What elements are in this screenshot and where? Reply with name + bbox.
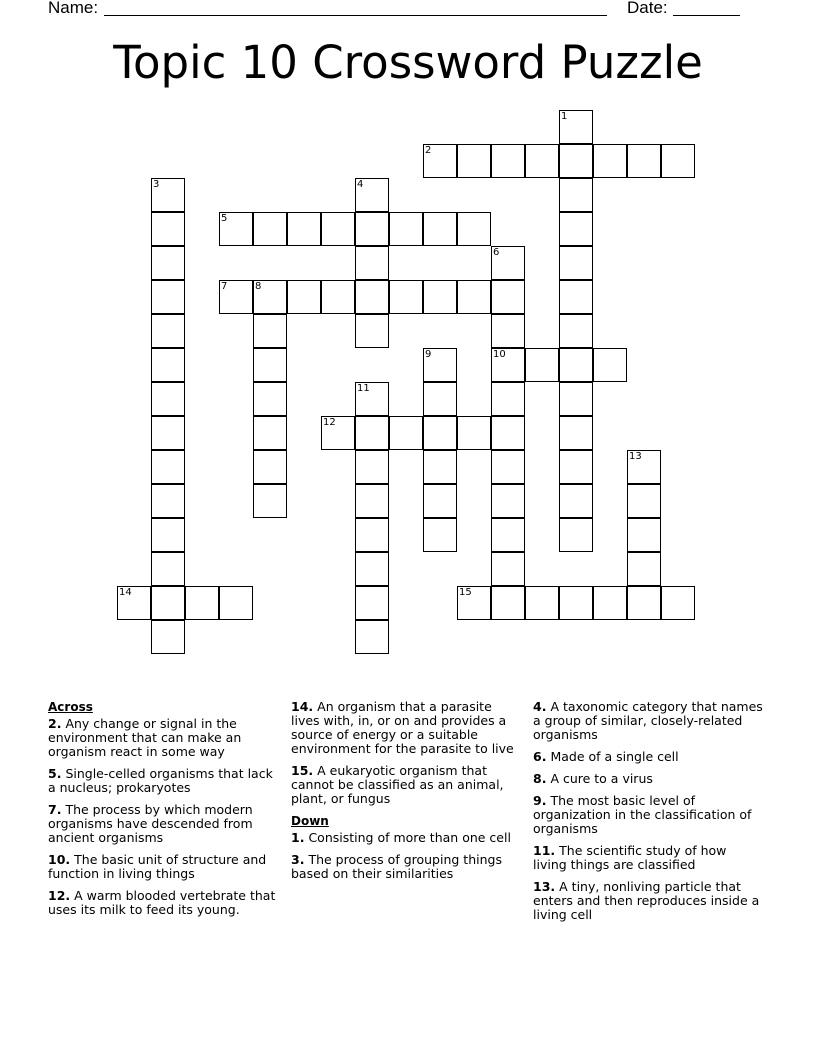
crossword-cell[interactable] bbox=[559, 144, 593, 178]
crossword-cell[interactable] bbox=[355, 586, 389, 620]
clue-number: 8. bbox=[533, 771, 547, 786]
clue-down-11 bbox=[533, 844, 763, 872]
clue-across-12 bbox=[48, 889, 278, 917]
crossword-cell[interactable] bbox=[491, 552, 525, 586]
crossword-cell[interactable] bbox=[253, 314, 287, 348]
cell-number: 8 bbox=[255, 281, 262, 292]
crossword-cell[interactable] bbox=[151, 178, 185, 212]
crossword-cell[interactable] bbox=[219, 212, 253, 246]
crossword-cell[interactable] bbox=[355, 620, 389, 654]
crossword-cell[interactable] bbox=[559, 314, 593, 348]
crossword-cell[interactable] bbox=[423, 450, 457, 484]
cell-number: 12 bbox=[323, 417, 336, 428]
crossword-cell[interactable] bbox=[423, 382, 457, 416]
clue-number: 7. bbox=[48, 802, 62, 817]
cell-number: 6 bbox=[493, 247, 500, 258]
crossword-cell[interactable] bbox=[355, 382, 389, 416]
crossword-cell[interactable] bbox=[457, 280, 491, 314]
crossword-cell[interactable] bbox=[491, 144, 525, 178]
crossword-cell[interactable] bbox=[355, 484, 389, 518]
crossword-cell[interactable] bbox=[355, 314, 389, 348]
date-field[interactable] bbox=[673, 15, 740, 16]
clue-text: The scientific study of how living things are classified bbox=[533, 843, 727, 872]
crossword-cell[interactable] bbox=[491, 382, 525, 416]
clue-across-2 bbox=[48, 717, 278, 759]
clue-number: 15. bbox=[291, 763, 314, 778]
clue-column-3 bbox=[533, 700, 763, 930]
crossword-cell[interactable] bbox=[559, 382, 593, 416]
crossword-cell[interactable] bbox=[355, 280, 389, 314]
crossword-cell[interactable] bbox=[151, 620, 185, 654]
crossword-cell[interactable] bbox=[321, 416, 355, 450]
crossword-cell[interactable] bbox=[491, 314, 525, 348]
crossword-cell[interactable] bbox=[151, 314, 185, 348]
crossword-cell[interactable] bbox=[559, 246, 593, 280]
clue-text: A tiny, nonliving particle that enters and then reproduces inside a living cell bbox=[533, 879, 760, 922]
crossword-cell[interactable] bbox=[253, 484, 287, 518]
clue-down-6 bbox=[533, 750, 763, 764]
clue-column-2 bbox=[291, 700, 521, 889]
crossword-cell[interactable] bbox=[661, 586, 695, 620]
crossword-cell[interactable] bbox=[151, 382, 185, 416]
crossword-cell[interactable] bbox=[423, 518, 457, 552]
header bbox=[0, 0, 816, 22]
clue-across-5 bbox=[48, 767, 278, 795]
puzzle-title: Topic 10 Crossword Puzzle bbox=[113, 36, 703, 89]
crossword-cell[interactable] bbox=[355, 552, 389, 586]
crossword-cell[interactable] bbox=[355, 178, 389, 212]
date-label: Date: bbox=[627, 0, 668, 17]
cell-number: 5 bbox=[221, 213, 228, 224]
clue-column-1 bbox=[48, 700, 278, 925]
crossword-cell[interactable] bbox=[457, 144, 491, 178]
clue-across-14 bbox=[291, 700, 521, 756]
cell-number: 13 bbox=[629, 451, 642, 462]
down-heading: Down bbox=[291, 814, 329, 828]
crossword-cell[interactable] bbox=[151, 450, 185, 484]
crossword-cell[interactable] bbox=[423, 144, 457, 178]
crossword-cell[interactable] bbox=[627, 586, 661, 620]
crossword-cell[interactable] bbox=[253, 280, 287, 314]
clue-text: A eukaryotic organism that cannot be classified as an animal, plant, or fungus bbox=[291, 763, 504, 806]
cell-number: 15 bbox=[459, 587, 472, 598]
clue-number: 6. bbox=[533, 749, 547, 764]
name-label: Name: bbox=[48, 0, 99, 17]
crossword-cell[interactable] bbox=[219, 280, 253, 314]
crossword-cell[interactable] bbox=[559, 348, 593, 382]
clue-text: The process by which modern organisms have descended from ancient organisms bbox=[48, 802, 253, 845]
crossword-cell[interactable] bbox=[253, 348, 287, 382]
crossword-cell[interactable] bbox=[253, 212, 287, 246]
crossword-cell[interactable] bbox=[389, 212, 423, 246]
crossword-cell[interactable] bbox=[559, 484, 593, 518]
cell-number: 14 bbox=[119, 587, 132, 598]
clue-down-9 bbox=[533, 794, 763, 836]
crossword-cell[interactable] bbox=[355, 450, 389, 484]
crossword-cell[interactable] bbox=[151, 212, 185, 246]
crossword-cell[interactable] bbox=[287, 212, 321, 246]
clue-text: The most basic level of organization in the classification of organisms bbox=[533, 793, 752, 836]
crossword-cell[interactable] bbox=[559, 110, 593, 144]
cell-number: 7 bbox=[221, 281, 228, 292]
crossword-cell[interactable] bbox=[423, 484, 457, 518]
clue-down-13 bbox=[533, 880, 763, 922]
clue-number: 9. bbox=[533, 793, 547, 808]
crossword-cell[interactable] bbox=[627, 450, 661, 484]
crossword-cell[interactable] bbox=[559, 518, 593, 552]
clue-across-15 bbox=[291, 764, 521, 806]
crossword-cell[interactable] bbox=[593, 144, 627, 178]
crossword-cell[interactable] bbox=[287, 280, 321, 314]
crossword-cell[interactable] bbox=[355, 212, 389, 246]
crossword-cell[interactable] bbox=[355, 416, 389, 450]
clue-number: 11. bbox=[533, 843, 556, 858]
crossword-cell[interactable] bbox=[185, 586, 219, 620]
crossword-cell[interactable] bbox=[457, 586, 491, 620]
clues-section bbox=[0, 700, 816, 1040]
crossword-cell[interactable] bbox=[389, 280, 423, 314]
crossword-cell[interactable] bbox=[423, 280, 457, 314]
cell-number: 2 bbox=[425, 145, 432, 156]
clue-text: A cure to a virus bbox=[550, 771, 653, 786]
clue-number: 1. bbox=[291, 830, 305, 845]
crossword-cell[interactable] bbox=[525, 586, 559, 620]
crossword-cell[interactable] bbox=[491, 484, 525, 518]
crossword-cell[interactable] bbox=[151, 586, 185, 620]
crossword-cell[interactable] bbox=[525, 144, 559, 178]
clue-text: An organism that a parasite lives with, in, or on and provides a source of energy or a suitable environment for the parasite to live bbox=[291, 699, 514, 756]
crossword-cell[interactable] bbox=[253, 382, 287, 416]
cell-number: 10 bbox=[493, 349, 506, 360]
clue-text: Consisting of more than one cell bbox=[308, 830, 511, 845]
crossword-cell[interactable] bbox=[593, 586, 627, 620]
crossword-cell[interactable] bbox=[151, 348, 185, 382]
cell-number: 4 bbox=[357, 179, 364, 190]
crossword-cell[interactable] bbox=[321, 280, 355, 314]
crossword-cell[interactable] bbox=[253, 450, 287, 484]
cell-number: 9 bbox=[425, 349, 432, 360]
crossword-cell[interactable] bbox=[559, 212, 593, 246]
clue-down-4 bbox=[533, 700, 763, 742]
crossword-cell[interactable] bbox=[559, 416, 593, 450]
clue-text: Made of a single cell bbox=[550, 749, 679, 764]
crossword-cell[interactable] bbox=[559, 450, 593, 484]
cell-number: 1 bbox=[561, 111, 568, 122]
clue-across-7 bbox=[48, 803, 278, 845]
crossword-cell[interactable] bbox=[457, 212, 491, 246]
clue-text: A taxonomic category that names a group of similar, closely-related organisms bbox=[533, 699, 763, 742]
cell-number: 3 bbox=[153, 179, 160, 190]
crossword-cell[interactable] bbox=[491, 246, 525, 280]
crossword-cell[interactable] bbox=[321, 212, 355, 246]
crossword-cell[interactable] bbox=[491, 586, 525, 620]
clue-text: Any change or signal in the environment that can make an organism react in some way bbox=[48, 716, 242, 759]
clue-number: 14. bbox=[291, 699, 314, 714]
clue-text: The basic unit of structure and function in living things bbox=[48, 852, 267, 881]
clue-number: 3. bbox=[291, 852, 305, 867]
clue-number: 5. bbox=[48, 766, 62, 781]
clue-down-3 bbox=[291, 853, 521, 881]
crossword-cell[interactable] bbox=[151, 280, 185, 314]
crossword-cell[interactable] bbox=[661, 144, 695, 178]
crossword-cell[interactable] bbox=[117, 586, 151, 620]
across-heading: Across bbox=[48, 700, 93, 714]
crossword-cell[interactable] bbox=[151, 484, 185, 518]
crossword-cell[interactable] bbox=[219, 586, 253, 620]
clue-number: 13. bbox=[533, 879, 556, 894]
crossword-cell[interactable] bbox=[627, 552, 661, 586]
clue-number: 2. bbox=[48, 716, 62, 731]
crossword-cell[interactable] bbox=[423, 416, 457, 450]
crossword-cell[interactable] bbox=[151, 518, 185, 552]
crossword-cell[interactable] bbox=[559, 586, 593, 620]
crossword-cell[interactable] bbox=[559, 178, 593, 212]
clue-number: 12. bbox=[48, 888, 71, 903]
cell-number: 11 bbox=[357, 383, 370, 394]
crossword-cell[interactable] bbox=[627, 144, 661, 178]
crossword-cell[interactable] bbox=[151, 416, 185, 450]
crossword-cell[interactable] bbox=[627, 518, 661, 552]
crossword-cell[interactable] bbox=[151, 552, 185, 586]
crossword-cell[interactable] bbox=[151, 246, 185, 280]
crossword-cell[interactable] bbox=[457, 416, 491, 450]
name-field[interactable] bbox=[104, 15, 607, 16]
crossword-cell[interactable] bbox=[491, 518, 525, 552]
crossword-cell[interactable] bbox=[355, 246, 389, 280]
crossword-cell[interactable] bbox=[627, 484, 661, 518]
clue-number: 10. bbox=[48, 852, 71, 867]
crossword-cell[interactable] bbox=[491, 348, 525, 382]
crossword-cell[interactable] bbox=[491, 450, 525, 484]
crossword-cell[interactable] bbox=[355, 518, 389, 552]
crossword-cell[interactable] bbox=[389, 416, 423, 450]
crossword-cell[interactable] bbox=[491, 416, 525, 450]
clue-across-10 bbox=[48, 853, 278, 881]
clue-text: A warm blooded vertebrate that uses its milk to feed its young. bbox=[48, 888, 276, 917]
crossword-cell[interactable] bbox=[491, 280, 525, 314]
clue-text: Single-celled organisms that lack a nucleus; prokaryotes bbox=[48, 766, 273, 795]
crossword-cell[interactable] bbox=[525, 348, 559, 382]
crossword-cell[interactable] bbox=[423, 212, 457, 246]
clue-down-1 bbox=[291, 831, 521, 845]
clue-text: The process of grouping things based on their similarities bbox=[291, 852, 502, 881]
crossword-cell[interactable] bbox=[253, 416, 287, 450]
clue-number: 4. bbox=[533, 699, 547, 714]
crossword-cell[interactable] bbox=[559, 280, 593, 314]
crossword-cell[interactable] bbox=[593, 348, 627, 382]
crossword-cell[interactable] bbox=[423, 348, 457, 382]
clue-down-8 bbox=[533, 772, 763, 786]
